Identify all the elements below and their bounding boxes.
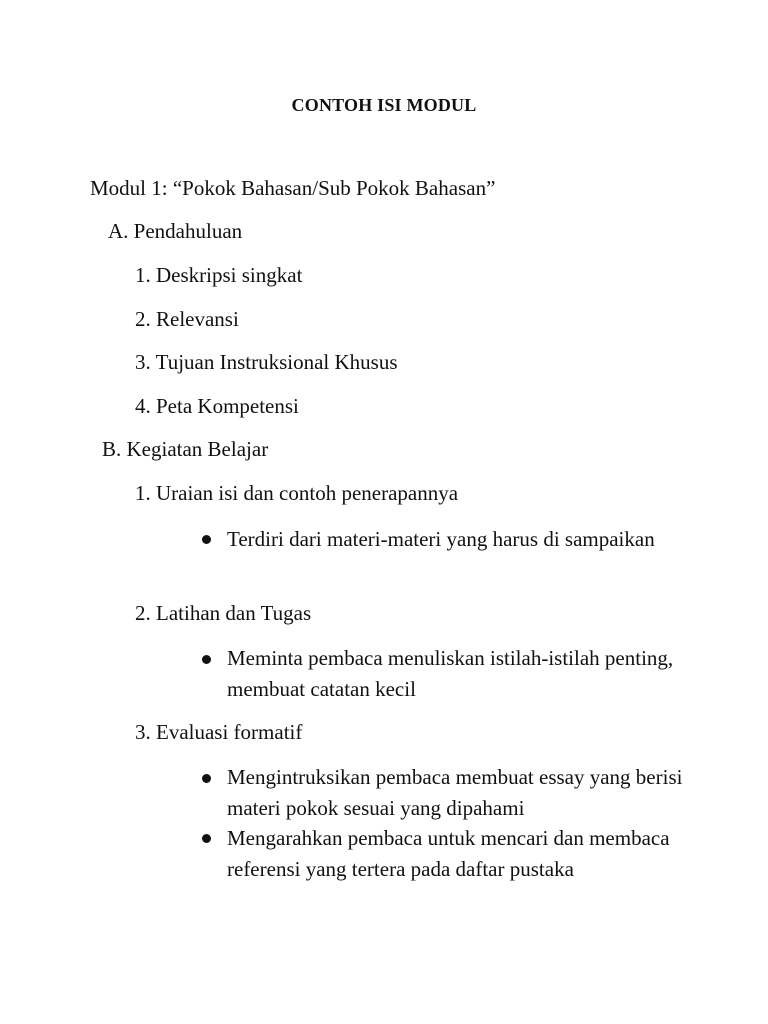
bullet-dot bbox=[202, 535, 211, 544]
module-heading: Modul 1: “Pokok Bahasan/Sub Pokok Bahasan” bbox=[90, 176, 496, 200]
bullet-dot bbox=[202, 774, 211, 783]
bullet-text: Meminta pembaca menuliskan istilah-istilah penting, membuat catatan kecil bbox=[227, 646, 674, 701]
bullet-dot bbox=[202, 834, 211, 843]
section-b-item: 3. Evaluasi formatif bbox=[135, 720, 303, 744]
section-a-item: 1. Deskripsi singkat bbox=[135, 263, 303, 287]
section-a-item: 4. Peta Kompetensi bbox=[135, 394, 299, 418]
section-a-heading: A. Pendahuluan bbox=[108, 219, 243, 243]
bullet-text: Mengintruksikan pembaca membuat essay yang berisi materi pokok sesuai yang dipahami bbox=[227, 765, 683, 820]
section-b-item: 2. Latihan dan Tugas bbox=[135, 601, 312, 625]
bullet-text: Mengarahkan pembaca untuk mencari dan membaca referensi yang tertera pada daftar pustaka bbox=[227, 826, 670, 881]
section-a-item: 3. Tujuan Instruksional Khusus bbox=[135, 350, 398, 374]
document-title: CONTOH ISI MODUL bbox=[291, 95, 477, 115]
section-b-item: 1. Uraian isi dan contoh penerapannya bbox=[135, 481, 459, 505]
section-a-item: 2. Relevansi bbox=[135, 307, 239, 331]
bullet-dot bbox=[202, 655, 211, 664]
bullet-text: Terdiri dari materi-materi yang harus di sampaikan bbox=[227, 527, 655, 551]
section-b-heading: B. Kegiatan Belajar bbox=[102, 437, 269, 461]
